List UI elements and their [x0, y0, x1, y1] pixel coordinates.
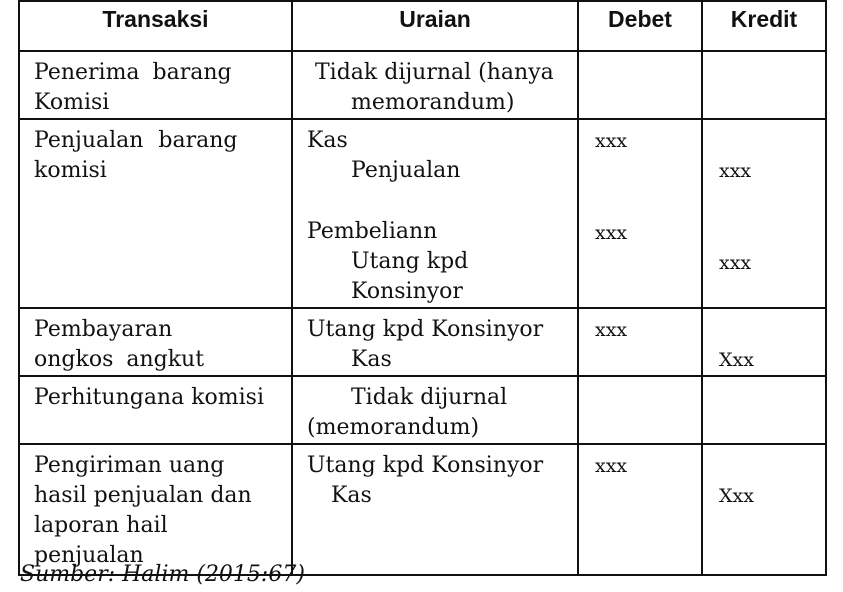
uraian-line: Kas	[351, 347, 392, 372]
header-row	[19, 1, 826, 51]
cell-transaksi	[19, 444, 292, 575]
source-caption: Sumber: Halim (2015:67)	[20, 562, 305, 587]
uraian-line: Utang kpd Konsinyor	[307, 317, 544, 342]
kredit-value: Xxx	[719, 485, 754, 507]
debet-value: xxx	[595, 130, 628, 152]
cell-kredit	[702, 376, 826, 444]
cell-uraian	[292, 376, 578, 444]
table-row	[19, 308, 826, 376]
uraian-line: Pembeliann	[307, 219, 438, 244]
cell-uraian	[292, 308, 578, 376]
transaksi-line: Penerima barang	[34, 60, 232, 85]
cell-uraian	[292, 444, 578, 575]
table-row	[19, 51, 826, 119]
kredit-value: Xxx	[719, 349, 754, 371]
cell-debet	[578, 119, 702, 308]
uraian-line: Kas	[331, 483, 372, 508]
uraian-line: Kas	[307, 128, 348, 153]
uraian-line: Penjualan	[351, 158, 461, 183]
uraian-line: Utang kpd Konsinyor	[307, 453, 544, 478]
kredit-value: xxx	[719, 160, 752, 182]
header-kredit: Kredit	[702, 1, 826, 51]
uraian-line: Tidak dijurnal	[351, 385, 508, 410]
cell-debet	[578, 376, 702, 444]
uraian-line: memorandum)	[351, 90, 515, 115]
transaksi-line: Perhitungana komisi	[34, 385, 265, 410]
uraian-line: Tidak dijurnal (hanya	[315, 60, 554, 85]
cell-uraian	[292, 51, 578, 119]
transaksi-line: Pengiriman uang	[34, 453, 225, 478]
cell-debet	[578, 51, 702, 119]
cell-kredit	[702, 51, 826, 119]
transaksi-line: Penjualan barang	[34, 128, 238, 153]
transaksi-line: penjualan	[34, 543, 144, 568]
table-row	[19, 444, 826, 575]
debet-value: xxx	[595, 222, 628, 244]
transaksi-line: komisi	[34, 158, 107, 183]
debet-value: xxx	[595, 319, 628, 341]
cell-kredit	[702, 119, 826, 308]
cell-kredit	[702, 308, 826, 376]
cell-uraian	[292, 119, 578, 308]
header-transaksi: Transaksi	[19, 1, 292, 51]
journal-table	[18, 0, 827, 576]
transaksi-line: hasil penjualan dan	[34, 483, 252, 508]
transaksi-line: Komisi	[34, 90, 110, 115]
cell-transaksi	[19, 308, 292, 376]
cell-debet	[578, 444, 702, 575]
uraian-line: Konsinyor	[351, 279, 463, 304]
transaksi-line: ongkos angkut	[34, 347, 205, 372]
cell-transaksi	[19, 376, 292, 444]
transaksi-line: laporan hail	[34, 513, 168, 538]
header-debet: Debet	[578, 1, 702, 51]
table-row	[19, 119, 826, 308]
cell-kredit	[702, 444, 826, 575]
header-uraian: Uraian	[292, 1, 578, 51]
transaksi-line: Pembayaran	[34, 317, 173, 342]
cell-transaksi	[19, 119, 292, 308]
kredit-value: xxx	[719, 252, 752, 274]
cell-debet	[578, 308, 702, 376]
cell-transaksi	[19, 51, 292, 119]
uraian-line: Utang kpd	[351, 249, 469, 274]
debet-value: xxx	[595, 455, 628, 477]
uraian-line: (memorandum)	[307, 415, 480, 440]
table-row	[19, 376, 826, 444]
